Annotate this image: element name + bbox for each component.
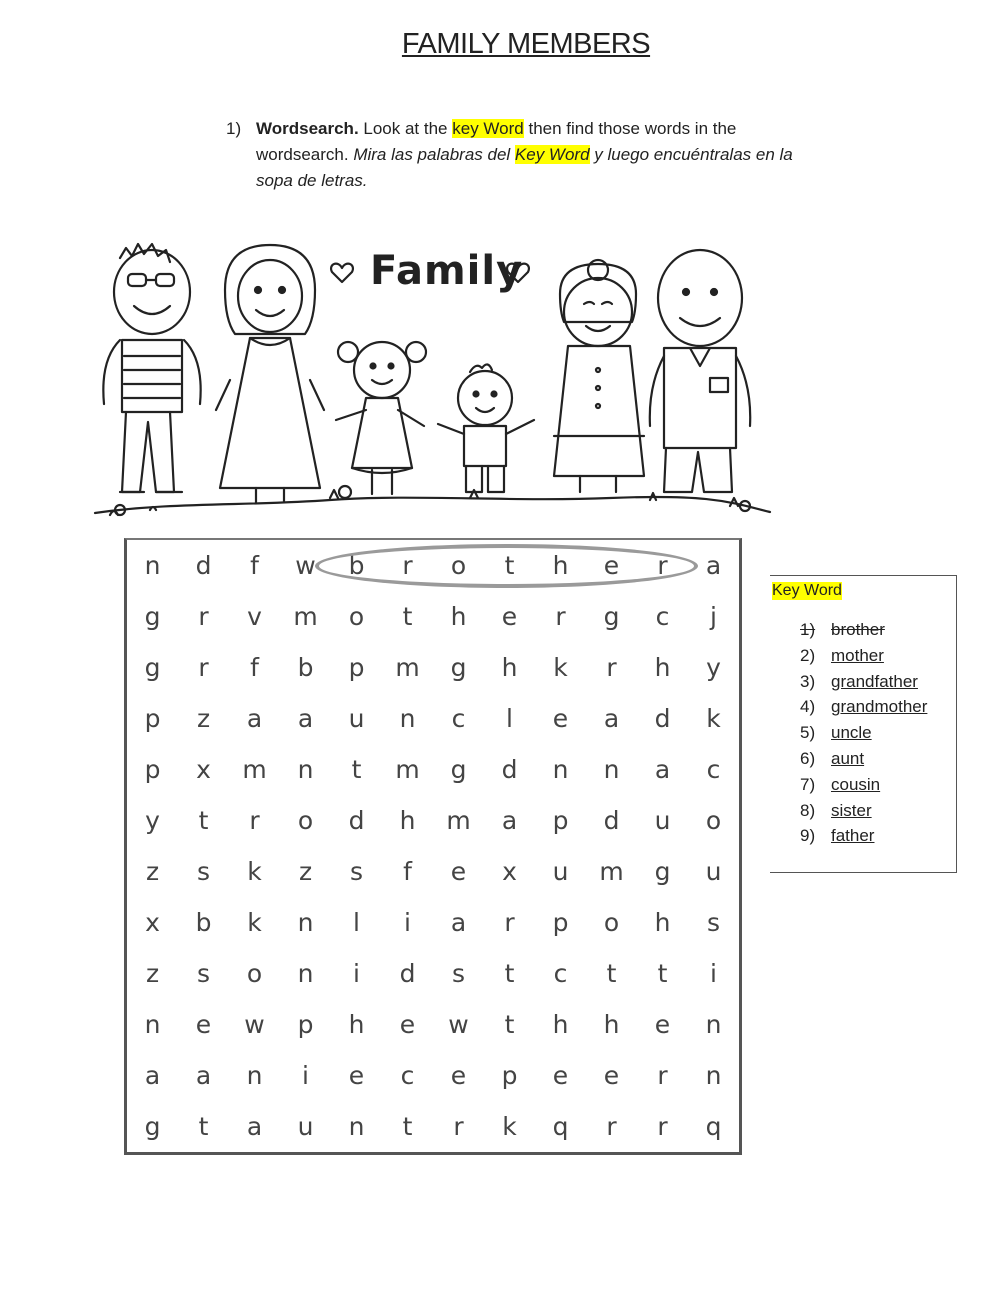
grandfather-figure [650, 250, 750, 492]
grid-cell[interactable]: q [552, 1112, 569, 1141]
grid-cell[interactable]: b [195, 908, 212, 937]
grid-cell[interactable]: n [399, 704, 416, 733]
key-word-text: grandmother [831, 697, 928, 717]
illustration-title: Family [370, 248, 524, 294]
grid-cell[interactable]: a [144, 1061, 161, 1090]
grid-cell[interactable]: e [552, 704, 569, 733]
grid-cell[interactable]: h [399, 806, 416, 835]
grid-cell[interactable]: a [654, 755, 671, 784]
grid-cell[interactable]: m [293, 602, 318, 631]
grid-cell[interactable]: x [145, 908, 160, 937]
grid-cell[interactable]: e [450, 857, 467, 886]
grid-cell[interactable]: p [348, 653, 365, 682]
grid-cell[interactable]: i [404, 908, 411, 937]
grid-cell[interactable]: n [297, 908, 314, 937]
grid-cell[interactable]: g [144, 1112, 161, 1141]
grid-cell[interactable]: c [553, 959, 568, 988]
grid-cell[interactable]: r [402, 551, 413, 580]
grid-cell[interactable]: c [706, 755, 721, 784]
grid-cell[interactable]: t [504, 551, 515, 580]
grid-cell[interactable]: g [450, 755, 467, 784]
grid-cell[interactable]: h [654, 653, 671, 682]
grid-cell[interactable]: a [297, 704, 314, 733]
grid-cell[interactable]: r [606, 653, 617, 682]
grid-cell[interactable]: s [196, 857, 211, 886]
instruction-text-3: Mira las palabras del [353, 145, 515, 164]
grid-cell[interactable]: t [351, 755, 362, 784]
grid-cell[interactable]: e [399, 1010, 416, 1039]
grid-cell[interactable]: r [249, 806, 260, 835]
wordsearch-grid[interactable] [124, 538, 742, 1155]
grid-cell[interactable]: b [297, 653, 314, 682]
grid-cell[interactable]: e [552, 1061, 569, 1090]
grid-cell[interactable]: r [555, 602, 566, 631]
grid-cell[interactable]: w [244, 1010, 265, 1039]
grid-cell[interactable]: n [603, 755, 620, 784]
key-word-number: 8) [800, 800, 816, 820]
grid-cell[interactable]: l [353, 908, 360, 937]
key-word-title: Key Word [772, 582, 842, 599]
grid-cell[interactable]: k [247, 908, 262, 937]
grid-cell[interactable]: a [246, 1112, 263, 1141]
grid-cell[interactable]: z [196, 704, 211, 733]
grid-cell[interactable]: i [353, 959, 360, 988]
grid-cell[interactable]: r [453, 1112, 464, 1141]
grid-cell[interactable]: z [145, 857, 160, 886]
grid-cell[interactable]: w [448, 1010, 469, 1039]
grid-cell[interactable]: p [552, 908, 569, 937]
grid-cell[interactable]: s [451, 959, 466, 988]
grid-cell[interactable]: a [603, 704, 620, 733]
grid-cell[interactable]: d [399, 959, 416, 988]
grid-cell[interactable]: o [246, 959, 263, 988]
grid-cell[interactable]: t [198, 1112, 209, 1141]
grid-cell[interactable]: e [603, 1061, 620, 1090]
grid-cell[interactable]: a [450, 908, 467, 937]
grid-cell[interactable]: a [246, 704, 263, 733]
grid-cell[interactable]: u [552, 857, 569, 886]
grid-cell[interactable]: r [504, 908, 515, 937]
grid-cell[interactable]: w [295, 551, 316, 580]
grid-cell[interactable]: d [348, 806, 365, 835]
key-word-text: sister [831, 800, 872, 820]
grid-cell[interactable]: o [705, 806, 722, 835]
grid-cell[interactable]: d [654, 704, 671, 733]
grid-cell[interactable]: i [302, 1061, 309, 1090]
grid-cell[interactable]: r [606, 1112, 617, 1141]
grid-cell[interactable]: s [349, 857, 364, 886]
grid-cell[interactable]: a [501, 806, 518, 835]
grid-cell[interactable]: h [603, 1010, 620, 1039]
instruction-block [226, 116, 826, 194]
grid-cell[interactable]: n [297, 959, 314, 988]
grid-cell[interactable]: g [144, 653, 161, 682]
grid-cell[interactable]: p [552, 806, 569, 835]
key-word-number: 1) [800, 620, 816, 639]
grid-cell[interactable]: m [446, 806, 471, 835]
grid-cell[interactable]: h [501, 653, 518, 682]
instruction-text-4: y luego encuéntralas en la sopa de letras. [256, 145, 793, 190]
grid-cell[interactable]: n [144, 551, 161, 580]
grid-cell[interactable]: j [710, 602, 717, 631]
boy-figure [438, 364, 534, 492]
key-word-text: grandfather [831, 671, 918, 691]
key-word-number: 6) [800, 748, 816, 768]
grid-cell[interactable]: e [654, 1010, 671, 1039]
key-word-number: 9) [800, 826, 816, 846]
grid-cell[interactable]: n [705, 1061, 722, 1090]
key-word-text: brother [831, 620, 885, 639]
grid-cell[interactable]: a [705, 551, 722, 580]
grid-cell[interactable]: a [195, 1061, 212, 1090]
grid-cell[interactable]: x [502, 857, 517, 886]
key-word-number: 3) [800, 671, 816, 691]
grid-cell[interactable]: r [198, 602, 209, 631]
found-word-circle [315, 544, 698, 588]
key-word-number: 4) [800, 697, 816, 717]
grid-cell[interactable]: v [247, 602, 262, 631]
grid-cell[interactable]: e [348, 1061, 365, 1090]
key-word-text: father [831, 826, 875, 846]
instruction-highlight-1: key Word [452, 119, 524, 138]
grid-cell[interactable]: m [395, 755, 420, 784]
grid-cell[interactable]: n [348, 1112, 365, 1141]
grid-cell[interactable]: f [250, 653, 259, 682]
instruction-text-1: Look at the [358, 119, 453, 138]
grid-cell[interactable]: h [654, 908, 671, 937]
grid-cell[interactable]: t [504, 1010, 515, 1039]
grid-cell[interactable]: q [705, 1112, 722, 1141]
grid-cell[interactable]: r [657, 1061, 668, 1090]
grid-cell[interactable]: r [657, 551, 668, 580]
grid-cell[interactable]: u [705, 857, 722, 886]
grid-cell[interactable]: l [506, 704, 513, 733]
grandmother-figure [554, 260, 644, 492]
grid-cell[interactable]: z [145, 959, 160, 988]
grid-cell[interactable]: g [144, 602, 161, 631]
grid-cell[interactable]: g [603, 602, 620, 631]
grid-cell[interactable]: p [144, 755, 161, 784]
grid-cell[interactable]: e [195, 1010, 212, 1039]
instruction-highlight-2: Key Word [514, 145, 590, 164]
instruction-text-2: then find those words in the wordsearch. [256, 119, 737, 164]
mother-figure [216, 245, 324, 502]
grid-cell[interactable]: b [348, 551, 365, 580]
grid-cell[interactable]: f [250, 551, 259, 580]
grid-cell[interactable]: m [395, 653, 420, 682]
grid-cell[interactable]: f [403, 857, 412, 886]
grid-cell[interactable]: n [144, 1010, 161, 1039]
instruction-text [256, 116, 826, 194]
grid-cell[interactable]: h [552, 1010, 569, 1039]
grid-cell[interactable]: e [603, 551, 620, 580]
page-title: FAMILY MEMBERS [401, 28, 651, 60]
grid-cell[interactable]: k [706, 704, 721, 733]
grid-cell[interactable]: n [246, 1061, 263, 1090]
key-word-text: cousin [831, 774, 881, 794]
grid-cell[interactable]: o [603, 908, 620, 937]
grid-cell[interactable]: e [501, 602, 518, 631]
grid-cell[interactable]: o [450, 551, 467, 580]
grid-cell[interactable]: n [705, 1010, 722, 1039]
grid-cell[interactable]: d [603, 806, 620, 835]
grid-cell[interactable]: g [654, 857, 671, 886]
grid-cell[interactable]: c [451, 704, 466, 733]
ground-line [95, 497, 770, 513]
grid-cell[interactable]: m [599, 857, 624, 886]
grid-cell[interactable]: s [706, 908, 721, 937]
grid-cell[interactable]: k [502, 1112, 517, 1141]
grid-cell[interactable]: s [196, 959, 211, 988]
grid-cell[interactable]: u [654, 806, 671, 835]
father-figure [103, 244, 200, 492]
key-word-box [770, 575, 957, 873]
grid-cell[interactable]: r [198, 653, 209, 682]
grid-cell[interactable]: d [195, 551, 212, 580]
grid-cell[interactable]: t [402, 602, 413, 631]
key-word-number: 7) [800, 774, 816, 794]
grid-cell[interactable]: t [402, 1112, 413, 1141]
grid-cell[interactable]: p [501, 1061, 518, 1090]
grid-cell[interactable]: c [655, 602, 670, 631]
grid-cell[interactable]: t [504, 959, 515, 988]
grid-cell[interactable]: c [400, 1061, 415, 1090]
instruction-label: Wordsearch. [256, 119, 359, 138]
grid-cell[interactable]: h [450, 602, 467, 631]
grid-cell[interactable]: o [348, 602, 365, 631]
grid-cell[interactable]: u [348, 704, 365, 733]
heart-icon-left [331, 264, 353, 282]
grid-cell[interactable]: p [297, 1010, 314, 1039]
grid-cell[interactable]: o [297, 806, 314, 835]
key-word-number: 5) [800, 723, 816, 743]
grid-cell[interactable]: m [242, 755, 267, 784]
grid-cell[interactable]: y [145, 806, 160, 835]
instruction-number: 1) [226, 119, 242, 138]
grid-cell[interactable]: t [606, 959, 617, 988]
grid-cell[interactable]: h [348, 1010, 365, 1039]
key-word-text: uncle [831, 723, 872, 743]
grid-cell[interactable]: e [450, 1061, 467, 1090]
key-word-number: 2) [800, 645, 816, 665]
grid-cell[interactable]: t [657, 959, 668, 988]
grid-cell[interactable]: p [144, 704, 161, 733]
key-word-text: aunt [831, 748, 865, 768]
grid-cell[interactable]: d [501, 755, 518, 784]
grid-cell[interactable]: g [450, 653, 467, 682]
grid-cell[interactable]: u [297, 1112, 314, 1141]
grid-cell[interactable]: k [553, 653, 568, 682]
grid-cell[interactable]: n [297, 755, 314, 784]
grid-cell[interactable]: h [552, 551, 569, 580]
grid-cell[interactable]: z [298, 857, 313, 886]
key-word-text: mother [831, 645, 884, 665]
grid-cell[interactable]: x [196, 755, 211, 784]
grid-cell[interactable]: k [247, 857, 262, 886]
girl-figure [336, 342, 426, 494]
grid-cell[interactable]: i [710, 959, 717, 988]
grid-cell[interactable]: r [657, 1112, 668, 1141]
grid-cell[interactable]: n [552, 755, 569, 784]
grid-cell[interactable]: t [198, 806, 209, 835]
grid-cell[interactable]: y [706, 653, 721, 682]
